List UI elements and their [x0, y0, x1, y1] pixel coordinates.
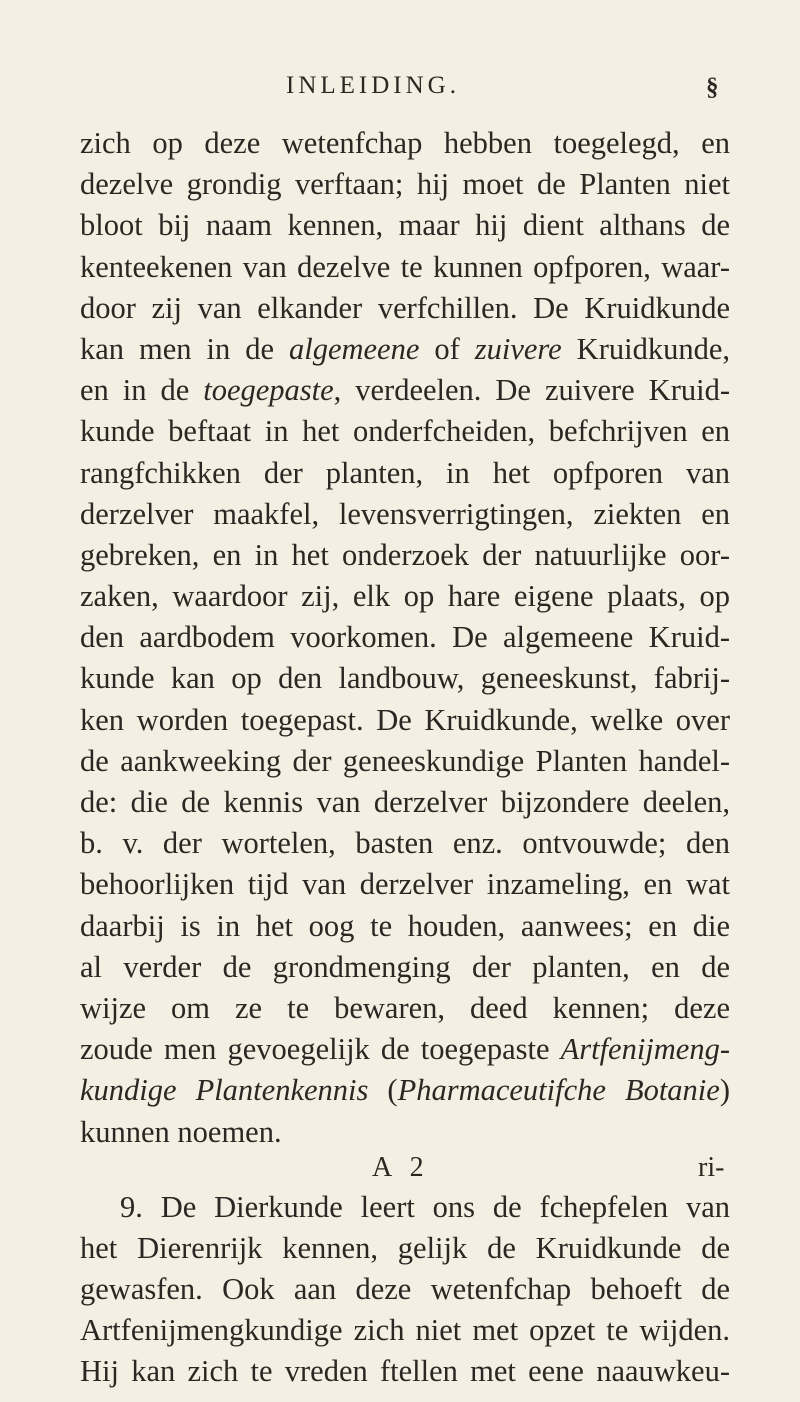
- text-line: [80, 370, 730, 411]
- text-line: [80, 1029, 730, 1070]
- text-line: daarbij is in het oog te houden, aanwees; en die: [80, 908, 730, 943]
- text-run: ): [719, 1073, 730, 1108]
- text-line: [80, 1070, 730, 1111]
- text-line: kunde kan op den landbouw, geneeskunst, fabrij-: [80, 661, 730, 696]
- text-line: gewasfen. Ook aan deze wetenfchap behoeft de: [80, 1272, 730, 1307]
- text-line: zich op deze wetenfchap hebben toegelegd, en: [80, 126, 730, 160]
- italic-term: kundige Plantenkennis: [80, 1073, 369, 1108]
- text-run: zoude men gevoegelijk de toegepaste: [80, 1032, 561, 1067]
- text-run: (: [368, 1073, 398, 1108]
- body-text: [80, 123, 730, 1393]
- text-run: en in de: [80, 373, 204, 408]
- catchword: ri-: [698, 1152, 725, 1183]
- text-line: kunde beftaat in het onderfcheiden, befchrijven en: [80, 414, 730, 449]
- paragraph: [80, 1187, 730, 1393]
- text-line: de aankweeking der geneeskundige Planten handel-: [80, 743, 730, 778]
- text-line: Hij kan zich te vreden ftellen met eene naauwkeu-: [80, 1354, 730, 1389]
- text-line: bloot bij naam kennen, maar hij dient althans de: [80, 208, 730, 243]
- text-run: Kruidkunde,: [561, 331, 730, 366]
- text-line: door zij van elkander verfchillen. De Kruidkunde: [80, 290, 730, 325]
- text-line: gebreken, en in het onderzoek der natuurlijke oor-: [80, 537, 730, 572]
- signature-mark: A 2: [372, 1152, 430, 1183]
- text-line: rangfchikken der planten, in het opfporen van: [80, 455, 730, 490]
- text-run: of: [419, 331, 475, 366]
- text-run: , verdeelen. De zuivere Kruid-: [333, 373, 730, 408]
- text-line: al verder de grondmenging der planten, en de: [80, 949, 730, 984]
- text-line: wijze om ze te bewaren, deed kennen; deze: [80, 990, 730, 1025]
- italic-term: zuivere: [474, 331, 562, 366]
- text-run: kan men in de: [80, 331, 289, 366]
- page-number: §: [706, 74, 719, 101]
- text-line: het Dierenrijk kennen, gelijk de Kruidkunde de: [80, 1230, 730, 1265]
- italic-term: Pharmaceutifche Botanie: [397, 1073, 720, 1108]
- text-line: kunnen noemen.: [80, 1114, 282, 1149]
- text-line: derzelver maakfel, levensverrigtingen, ziekten en: [80, 496, 730, 531]
- page-footer: [0, 1152, 800, 1192]
- text-line: zaken, waardoor zij, elk op hare eigene plaats, op: [80, 579, 730, 614]
- text-line: b. v. der wortelen, basten enz. ontvouwde; den: [80, 826, 730, 861]
- text-line: den aardbodem voorkomen. De algemeene Kruid-: [80, 620, 730, 655]
- text-line: ken worden toegepast. De Kruidkunde, welke over: [80, 702, 730, 737]
- italic-term: toegepaste: [203, 373, 334, 408]
- text-line: Artfenijmengkundige zich niet met opzet te wijden.: [80, 1313, 730, 1348]
- paragraph: [80, 123, 730, 1153]
- text-line: behoorlijken tijd van derzelver inzameling, en wat: [80, 867, 730, 902]
- running-head: [0, 72, 800, 112]
- text-line: dezelve grondig verftaan; hij moet de Planten niet: [80, 167, 730, 202]
- text-line: [80, 329, 730, 370]
- running-title: INLEIDING.: [286, 72, 460, 99]
- text-line: kenteekenen van dezelve te kunnen opfporen, waar-: [80, 249, 730, 284]
- italic-term: Artfenijmeng-: [560, 1032, 730, 1067]
- italic-term: algemeene: [288, 331, 420, 366]
- text-line: 9. De Dierkunde leert ons de fchepfelen van: [120, 1189, 730, 1224]
- text-line: de: die de kennis van derzelver bijzondere deelen,: [80, 785, 730, 819]
